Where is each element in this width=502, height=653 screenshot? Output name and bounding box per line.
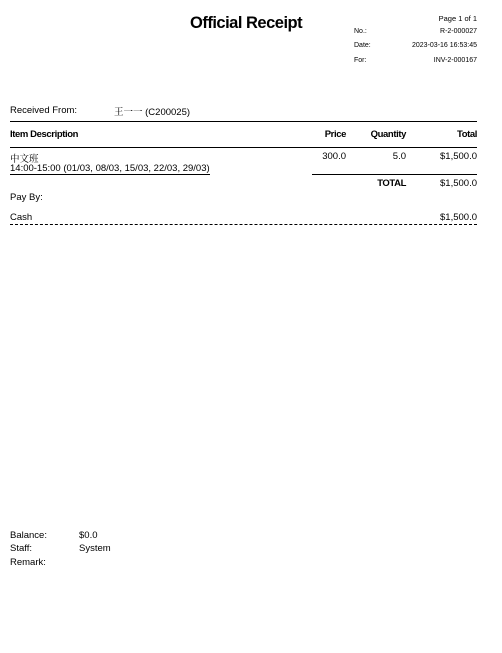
pay-by-label: Pay By: [10,192,43,203]
item-divider [10,174,210,175]
receipt-no-value: R-2-000027 [440,28,477,35]
divider-header [10,147,477,148]
col-header-description: Item Description [10,129,79,140]
receipt-title: Official Receipt [190,14,303,32]
receipt-no-label: No.: [354,28,367,35]
receipt-for-value: INV-2-000167 [433,57,477,64]
staff-label: Staff: [10,543,33,554]
col-header-price: Price [324,129,346,140]
total-divider [312,174,477,175]
payment-divider [10,224,477,225]
divider-top [10,121,477,122]
item-name: 中文班 [10,154,39,165]
staff-value: System [79,543,111,554]
receipt-for-label: For: [354,57,367,64]
col-header-total: Total [457,129,477,140]
item-total: $1,500.0 [440,151,477,162]
balance-value: $0.0 [79,530,98,541]
total-label: TOTAL [377,178,406,189]
receipt-date-value: 2023-03-16 16:53:45 [412,42,477,49]
received-from-label: Received From: [10,105,78,116]
col-header-quantity: Quantity [370,129,406,140]
received-from-value: 王一一 (C200025) [114,107,191,118]
item-schedule: 14:00-15:00 (01/03, 08/03, 15/03, 22/03, 29/03) [10,163,210,174]
page-number: Page 1 of 1 [438,14,477,23]
payment-method: Cash [10,212,33,223]
total-value: $1,500.0 [440,178,477,189]
remark-label: Remark: [10,557,46,568]
receipt-date-label: Date: [354,42,371,49]
balance-label: Balance: [10,530,47,541]
item-quantity: 5.0 [392,151,406,162]
payment-amount: $1,500.0 [440,212,477,223]
item-price: 300.0 [322,151,346,162]
